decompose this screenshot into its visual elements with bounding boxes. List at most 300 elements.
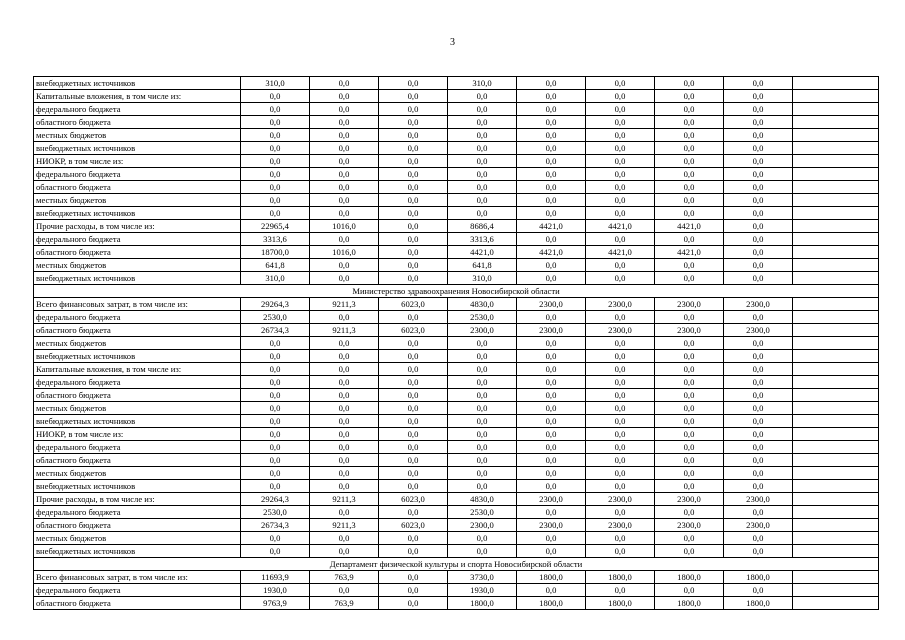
table-row — [34, 402, 879, 415]
value-cell: 0,0 — [586, 337, 655, 350]
table-row — [34, 233, 879, 246]
value-cell: 0,0 — [517, 259, 586, 272]
row-label: Всего финансовых затрат, в том числе из: — [34, 298, 241, 311]
row-label: областного бюджета — [34, 454, 241, 467]
value-cell: 6023,0 — [379, 298, 448, 311]
value-cell: 0,0 — [655, 116, 724, 129]
value-cell: 29264,3 — [241, 493, 310, 506]
row-label: Прочие расходы, в том числе из: — [34, 493, 241, 506]
value-cell: 0,0 — [517, 415, 586, 428]
value-cell: 0,0 — [586, 103, 655, 116]
value-cell: 0,0 — [448, 480, 517, 493]
section-header-row — [34, 285, 879, 298]
value-cell: 0,0 — [310, 272, 379, 285]
value-cell: 0,0 — [379, 337, 448, 350]
value-cell: 0,0 — [586, 506, 655, 519]
value-cell: 0,0 — [448, 350, 517, 363]
value-cell: 0,0 — [517, 532, 586, 545]
table-row — [34, 298, 879, 311]
value-cell: 0,0 — [724, 467, 793, 480]
section-title: Министерство здравоохранения Новосибирской области — [34, 285, 879, 298]
table-row — [34, 350, 879, 363]
row-label: федерального бюджета — [34, 311, 241, 324]
empty-cell — [793, 155, 879, 168]
value-cell: 0,0 — [448, 90, 517, 103]
value-cell: 0,0 — [655, 532, 724, 545]
row-label: местных бюджетов — [34, 467, 241, 480]
value-cell: 0,0 — [379, 545, 448, 558]
value-cell: 0,0 — [379, 389, 448, 402]
value-cell: 2300,0 — [586, 519, 655, 532]
row-label: местных бюджетов — [34, 194, 241, 207]
empty-cell — [793, 467, 879, 480]
value-cell: 0,0 — [310, 311, 379, 324]
value-cell: 0,0 — [241, 376, 310, 389]
value-cell: 0,0 — [586, 376, 655, 389]
value-cell: 0,0 — [310, 467, 379, 480]
row-label: областного бюджета — [34, 389, 241, 402]
value-cell: 2300,0 — [448, 324, 517, 337]
empty-cell — [793, 454, 879, 467]
value-cell: 0,0 — [724, 545, 793, 558]
value-cell: 0,0 — [724, 337, 793, 350]
value-cell: 0,0 — [448, 181, 517, 194]
table-row — [34, 363, 879, 376]
table-row — [34, 90, 879, 103]
value-cell: 0,0 — [310, 337, 379, 350]
value-cell: 6023,0 — [379, 324, 448, 337]
table-row — [34, 246, 879, 259]
value-cell: 0,0 — [310, 207, 379, 220]
empty-cell — [793, 103, 879, 116]
value-cell: 11693,9 — [241, 571, 310, 584]
value-cell: 2530,0 — [448, 311, 517, 324]
table-row — [34, 597, 879, 610]
empty-cell — [793, 597, 879, 610]
table-row — [34, 545, 879, 558]
value-cell: 0,0 — [655, 272, 724, 285]
row-label: местных бюджетов — [34, 532, 241, 545]
value-cell: 0,0 — [724, 441, 793, 454]
value-cell: 0,0 — [724, 402, 793, 415]
value-cell: 0,0 — [310, 389, 379, 402]
value-cell: 0,0 — [379, 428, 448, 441]
value-cell: 0,0 — [586, 311, 655, 324]
page-number: 3 — [450, 37, 455, 48]
empty-cell — [793, 246, 879, 259]
value-cell: 0,0 — [517, 545, 586, 558]
value-cell: 0,0 — [310, 350, 379, 363]
value-cell: 0,0 — [241, 90, 310, 103]
value-cell: 2300,0 — [655, 493, 724, 506]
value-cell: 4421,0 — [586, 220, 655, 233]
value-cell: 0,0 — [586, 545, 655, 558]
value-cell: 0,0 — [379, 103, 448, 116]
row-label: областного бюджета — [34, 597, 241, 610]
table-row — [34, 259, 879, 272]
value-cell: 2300,0 — [517, 493, 586, 506]
value-cell: 0,0 — [517, 467, 586, 480]
value-cell: 0,0 — [655, 376, 724, 389]
value-cell: 763,9 — [310, 571, 379, 584]
empty-cell — [793, 77, 879, 90]
value-cell: 0,0 — [724, 220, 793, 233]
value-cell: 0,0 — [517, 103, 586, 116]
value-cell: 1800,0 — [586, 571, 655, 584]
value-cell: 0,0 — [655, 103, 724, 116]
value-cell: 0,0 — [448, 389, 517, 402]
value-cell: 4421,0 — [586, 246, 655, 259]
empty-cell — [793, 415, 879, 428]
value-cell: 1930,0 — [448, 584, 517, 597]
value-cell: 0,0 — [448, 376, 517, 389]
value-cell: 0,0 — [310, 532, 379, 545]
section-title: Департамент физической культуры и спорта Новосибирской области — [34, 558, 879, 571]
value-cell: 0,0 — [517, 233, 586, 246]
value-cell: 0,0 — [310, 441, 379, 454]
table-row — [34, 441, 879, 454]
value-cell: 0,0 — [724, 233, 793, 246]
value-cell: 9211,3 — [310, 493, 379, 506]
row-label: федерального бюджета — [34, 441, 241, 454]
value-cell: 0,0 — [448, 103, 517, 116]
value-cell: 0,0 — [310, 90, 379, 103]
row-label: внебюджетных источников — [34, 77, 241, 90]
row-label: областного бюджета — [34, 181, 241, 194]
empty-cell — [793, 571, 879, 584]
value-cell: 310,0 — [448, 77, 517, 90]
value-cell: 0,0 — [724, 363, 793, 376]
row-label: Всего финансовых затрат, в том числе из: — [34, 571, 241, 584]
row-label: Прочие расходы, в том числе из: — [34, 220, 241, 233]
value-cell: 0,0 — [586, 402, 655, 415]
value-cell: 2300,0 — [655, 324, 724, 337]
value-cell: 0,0 — [517, 272, 586, 285]
value-cell: 0,0 — [586, 480, 655, 493]
table-row — [34, 584, 879, 597]
value-cell: 0,0 — [586, 454, 655, 467]
value-cell: 0,0 — [241, 194, 310, 207]
row-label: внебюджетных источников — [34, 415, 241, 428]
value-cell: 0,0 — [379, 415, 448, 428]
value-cell: 0,0 — [724, 142, 793, 155]
value-cell: 0,0 — [586, 129, 655, 142]
value-cell: 0,0 — [724, 584, 793, 597]
value-cell: 0,0 — [379, 506, 448, 519]
row-label: местных бюджетов — [34, 402, 241, 415]
empty-cell — [793, 376, 879, 389]
row-label: местных бюджетов — [34, 337, 241, 350]
value-cell: 0,0 — [241, 402, 310, 415]
value-cell: 9211,3 — [310, 519, 379, 532]
row-label: федерального бюджета — [34, 103, 241, 116]
value-cell: 0,0 — [724, 454, 793, 467]
empty-cell — [793, 233, 879, 246]
value-cell: 3313,6 — [241, 233, 310, 246]
table-row — [34, 129, 879, 142]
value-cell: 2300,0 — [448, 519, 517, 532]
value-cell: 0,0 — [448, 441, 517, 454]
value-cell: 0,0 — [241, 415, 310, 428]
value-cell: 0,0 — [379, 467, 448, 480]
value-cell: 0,0 — [655, 207, 724, 220]
row-label: Капитальные вложения, в том числе из: — [34, 363, 241, 376]
value-cell: 0,0 — [724, 116, 793, 129]
value-cell: 1800,0 — [586, 597, 655, 610]
value-cell: 0,0 — [241, 467, 310, 480]
value-cell: 0,0 — [724, 272, 793, 285]
table-row — [34, 103, 879, 116]
value-cell: 0,0 — [310, 363, 379, 376]
value-cell: 0,0 — [655, 129, 724, 142]
value-cell: 2300,0 — [586, 324, 655, 337]
value-cell: 26734,3 — [241, 324, 310, 337]
value-cell: 0,0 — [586, 181, 655, 194]
table-row — [34, 506, 879, 519]
value-cell: 2300,0 — [517, 298, 586, 311]
value-cell: 0,0 — [724, 181, 793, 194]
row-label: внебюджетных источников — [34, 207, 241, 220]
value-cell: 0,0 — [241, 480, 310, 493]
table-row — [34, 454, 879, 467]
value-cell: 0,0 — [517, 506, 586, 519]
value-cell: 0,0 — [379, 181, 448, 194]
value-cell: 0,0 — [586, 428, 655, 441]
value-cell: 0,0 — [310, 545, 379, 558]
empty-cell — [793, 90, 879, 103]
empty-cell — [793, 337, 879, 350]
value-cell: 0,0 — [310, 142, 379, 155]
value-cell: 0,0 — [379, 220, 448, 233]
value-cell: 0,0 — [517, 363, 586, 376]
value-cell: 4421,0 — [448, 246, 517, 259]
value-cell: 0,0 — [517, 142, 586, 155]
empty-cell — [793, 402, 879, 415]
value-cell: 0,0 — [655, 90, 724, 103]
value-cell: 26734,3 — [241, 519, 310, 532]
value-cell: 0,0 — [655, 467, 724, 480]
value-cell: 0,0 — [379, 90, 448, 103]
empty-cell — [793, 311, 879, 324]
empty-cell — [793, 168, 879, 181]
value-cell: 0,0 — [517, 350, 586, 363]
value-cell: 22965,4 — [241, 220, 310, 233]
row-label: федерального бюджета — [34, 233, 241, 246]
empty-cell — [793, 545, 879, 558]
value-cell: 0,0 — [517, 77, 586, 90]
row-label: федерального бюджета — [34, 506, 241, 519]
value-cell: 0,0 — [724, 168, 793, 181]
value-cell: 0,0 — [586, 350, 655, 363]
value-cell: 0,0 — [241, 441, 310, 454]
value-cell: 0,0 — [379, 597, 448, 610]
value-cell: 2300,0 — [655, 298, 724, 311]
value-cell: 0,0 — [517, 90, 586, 103]
value-cell: 0,0 — [310, 480, 379, 493]
value-cell: 310,0 — [241, 272, 310, 285]
value-cell: 0,0 — [655, 155, 724, 168]
value-cell: 0,0 — [379, 259, 448, 272]
table-row — [34, 389, 879, 402]
value-cell: 0,0 — [586, 389, 655, 402]
value-cell: 0,0 — [310, 428, 379, 441]
table-row — [34, 155, 879, 168]
value-cell: 4421,0 — [655, 220, 724, 233]
value-cell: 0,0 — [241, 350, 310, 363]
value-cell: 0,0 — [379, 155, 448, 168]
value-cell: 6023,0 — [379, 493, 448, 506]
empty-cell — [793, 116, 879, 129]
value-cell: 9211,3 — [310, 324, 379, 337]
value-cell: 0,0 — [241, 532, 310, 545]
value-cell: 1800,0 — [655, 597, 724, 610]
value-cell: 0,0 — [241, 389, 310, 402]
table-row — [34, 181, 879, 194]
value-cell: 0,0 — [448, 129, 517, 142]
value-cell: 0,0 — [379, 194, 448, 207]
table-row — [34, 519, 879, 532]
value-cell: 0,0 — [517, 441, 586, 454]
table-row — [34, 77, 879, 90]
value-cell: 0,0 — [379, 246, 448, 259]
table-row — [34, 467, 879, 480]
value-cell: 0,0 — [586, 441, 655, 454]
value-cell: 1800,0 — [517, 571, 586, 584]
empty-cell — [793, 441, 879, 454]
value-cell: 0,0 — [379, 233, 448, 246]
value-cell: 0,0 — [310, 584, 379, 597]
table-row — [34, 207, 879, 220]
value-cell: 0,0 — [655, 77, 724, 90]
value-cell: 0,0 — [379, 376, 448, 389]
row-label: НИОКР, в том числе из: — [34, 428, 241, 441]
row-label: областного бюджета — [34, 116, 241, 129]
value-cell: 0,0 — [655, 142, 724, 155]
value-cell: 310,0 — [448, 272, 517, 285]
value-cell: 0,0 — [448, 454, 517, 467]
value-cell: 0,0 — [517, 480, 586, 493]
value-cell: 0,0 — [724, 155, 793, 168]
value-cell: 0,0 — [379, 129, 448, 142]
table-row — [34, 493, 879, 506]
value-cell: 0,0 — [310, 155, 379, 168]
value-cell: 0,0 — [517, 207, 586, 220]
row-label: областного бюджета — [34, 246, 241, 259]
value-cell: 0,0 — [448, 532, 517, 545]
table-row — [34, 415, 879, 428]
value-cell: 2530,0 — [448, 506, 517, 519]
value-cell: 0,0 — [241, 142, 310, 155]
value-cell: 0,0 — [310, 454, 379, 467]
value-cell: 0,0 — [448, 545, 517, 558]
value-cell: 0,0 — [448, 363, 517, 376]
value-cell: 0,0 — [310, 233, 379, 246]
value-cell: 0,0 — [310, 402, 379, 415]
value-cell: 0,0 — [448, 155, 517, 168]
value-cell: 0,0 — [379, 272, 448, 285]
value-cell: 0,0 — [310, 77, 379, 90]
value-cell: 1930,0 — [241, 584, 310, 597]
row-label: местных бюджетов — [34, 259, 241, 272]
value-cell: 0,0 — [724, 415, 793, 428]
empty-cell — [793, 480, 879, 493]
value-cell: 0,0 — [241, 116, 310, 129]
value-cell: 0,0 — [379, 116, 448, 129]
value-cell: 0,0 — [517, 402, 586, 415]
value-cell: 0,0 — [724, 207, 793, 220]
value-cell: 0,0 — [724, 103, 793, 116]
value-cell: 0,0 — [379, 532, 448, 545]
row-label: НИОКР, в том числе из: — [34, 155, 241, 168]
value-cell: 0,0 — [586, 532, 655, 545]
value-cell: 6023,0 — [379, 519, 448, 532]
value-cell: 0,0 — [724, 480, 793, 493]
value-cell: 1016,0 — [310, 220, 379, 233]
value-cell: 0,0 — [379, 402, 448, 415]
row-label: местных бюджетов — [34, 129, 241, 142]
value-cell: 0,0 — [724, 389, 793, 402]
value-cell: 0,0 — [310, 376, 379, 389]
empty-cell — [793, 220, 879, 233]
table-row — [34, 337, 879, 350]
value-cell: 0,0 — [586, 584, 655, 597]
budget-table — [33, 76, 879, 610]
value-cell: 1016,0 — [310, 246, 379, 259]
value-cell: 0,0 — [586, 363, 655, 376]
value-cell: 0,0 — [586, 259, 655, 272]
empty-cell — [793, 350, 879, 363]
table-row — [34, 480, 879, 493]
value-cell: 0,0 — [241, 181, 310, 194]
value-cell: 0,0 — [379, 207, 448, 220]
value-cell: 0,0 — [724, 350, 793, 363]
value-cell: 0,0 — [724, 129, 793, 142]
empty-cell — [793, 207, 879, 220]
value-cell: 0,0 — [655, 311, 724, 324]
value-cell: 0,0 — [586, 90, 655, 103]
value-cell: 0,0 — [310, 116, 379, 129]
value-cell: 0,0 — [448, 116, 517, 129]
value-cell: 0,0 — [724, 532, 793, 545]
value-cell: 0,0 — [241, 454, 310, 467]
empty-cell — [793, 428, 879, 441]
value-cell: 2300,0 — [517, 519, 586, 532]
value-cell: 0,0 — [655, 506, 724, 519]
table-row — [34, 532, 879, 545]
value-cell: 0,0 — [241, 207, 310, 220]
value-cell: 0,0 — [241, 129, 310, 142]
value-cell: 2300,0 — [724, 493, 793, 506]
value-cell: 0,0 — [724, 311, 793, 324]
value-cell: 1800,0 — [724, 571, 793, 584]
value-cell: 763,9 — [310, 597, 379, 610]
value-cell: 0,0 — [586, 415, 655, 428]
value-cell: 0,0 — [241, 337, 310, 350]
value-cell: 0,0 — [586, 77, 655, 90]
value-cell: 1800,0 — [724, 597, 793, 610]
value-cell: 1800,0 — [517, 597, 586, 610]
value-cell: 2300,0 — [586, 493, 655, 506]
value-cell: 8686,4 — [448, 220, 517, 233]
empty-cell — [793, 129, 879, 142]
row-label: внебюджетных источников — [34, 350, 241, 363]
value-cell: 0,0 — [655, 415, 724, 428]
value-cell: 2300,0 — [724, 298, 793, 311]
empty-cell — [793, 363, 879, 376]
value-cell: 0,0 — [241, 155, 310, 168]
empty-cell — [793, 259, 879, 272]
row-label: внебюджетных источников — [34, 480, 241, 493]
